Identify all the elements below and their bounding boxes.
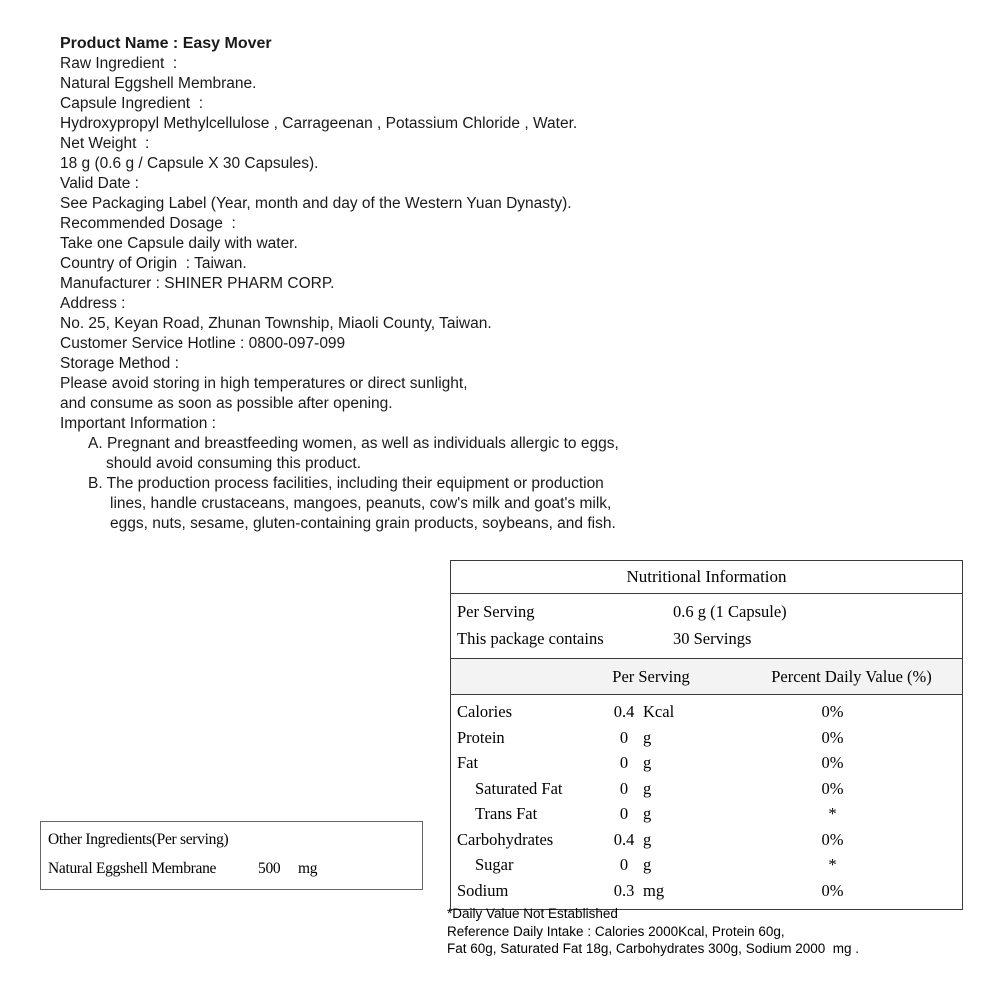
serving-size-row — [451, 598, 962, 625]
warning-item-b-cont: eggs, nuts, sesame, gluten-containing grain products, soybeans, and fish. — [110, 515, 616, 532]
product-info-line: Net Weight : — [60, 135, 150, 152]
other-ingredient-unit: mg — [298, 860, 318, 877]
nutrient-unit: g — [643, 855, 652, 874]
nutrition-row-sodium — [451, 878, 962, 904]
product-info-line: Customer Service Hotline : 0800-097-099 — [60, 335, 346, 352]
nutrient-name: Saturated Fat — [475, 778, 563, 798]
warning-item-a: A. Pregnant and breastfeeding women, as well as individuals allergic to eggs, — [88, 435, 619, 452]
nutrient-unit: mg — [643, 880, 665, 900]
product-info-line: Take one Capsule daily with water. — [60, 235, 298, 252]
nutrition-row-calories — [451, 699, 962, 725]
product-info-line: Valid Date : — [60, 175, 139, 192]
nutrient-value: 0 — [619, 778, 629, 798]
nutrient-daily-value: 0% — [821, 829, 844, 849]
nutrient-unit: Kcal — [643, 702, 675, 721]
nutrition-rows — [451, 695, 962, 909]
nutrient-unit: g — [643, 804, 652, 823]
nutrition-row-trans-fat — [451, 801, 962, 827]
nutrient-unit: g — [643, 829, 652, 849]
other-ingredients-title: Other Ingredients(Per serving) — [48, 831, 229, 848]
nutrition-row-protein — [451, 725, 962, 751]
nutrient-value: 0 — [619, 855, 629, 874]
empty-header-cell — [451, 666, 561, 687]
nutrition-row-saturated-fat — [451, 776, 962, 802]
nutrient-name: Fat — [457, 753, 479, 772]
nutrient-value: 0.4 — [613, 829, 635, 849]
warning-item-b-cont: lines, handle crustaceans, mangoes, peanuts, cow's milk and goat's milk, — [110, 495, 612, 512]
nutrient-value: 0.3 — [613, 880, 635, 900]
nutrient-name: Calories — [457, 702, 512, 721]
nutrient-unit: g — [643, 727, 652, 747]
warning-item-a-cont: should avoid consuming this product. — [106, 455, 362, 472]
nutrient-daily-value: * — [828, 804, 837, 823]
product-info-line: Capsule Ingredient : — [60, 95, 204, 112]
warning-item-b: B. The production process facilities, including their equipment or production — [88, 475, 604, 492]
product-info-line: Country of Origin : Taiwan. — [60, 255, 247, 272]
nutrient-daily-value: 0% — [821, 702, 844, 721]
serving-size-value: 0.6 g (1 Capsule) — [673, 602, 787, 621]
nutrient-value: 0.4 — [613, 702, 635, 721]
product-info-line: Hydroxypropyl Methylcellulose , Carrageenan , Potassium Chloride , Water. — [60, 115, 578, 132]
nutrient-value: 0 — [619, 727, 629, 747]
product-info-line: Storage Method : — [60, 355, 179, 372]
nutrition-row-carbohydrates — [451, 827, 962, 853]
product-info-line: Recommended Dosage : — [60, 215, 236, 232]
nutrition-row-sugar — [451, 852, 962, 878]
nutrient-name: Sodium — [457, 880, 509, 900]
nutrient-daily-value: 0% — [821, 753, 844, 772]
nutrient-daily-value: 0% — [821, 880, 844, 900]
nutrient-name: Carbohydrates — [457, 829, 554, 849]
nutrient-value: 0 — [619, 804, 629, 823]
other-ingredient-row — [41, 849, 422, 878]
product-info-line: Natural Eggshell Membrane. — [60, 75, 257, 92]
product-info-line: Raw Ingredient : — [60, 55, 178, 72]
nutrient-unit: g — [643, 778, 652, 798]
product-info-line: and consume as soon as possible after opening. — [60, 395, 393, 412]
product-name-line: Product Name : Easy Mover — [60, 35, 272, 52]
nutrition-row-fat — [451, 750, 962, 776]
other-ingredients-box — [40, 821, 423, 890]
product-info-line: See Packaging Label (Year, month and day of the Western Yuan Dynasty). — [60, 195, 572, 212]
other-ingredient-amount: 500 — [258, 860, 281, 877]
product-info-block — [60, 34, 940, 534]
reference-intake-footnote-1: Reference Daily Intake : Calories 2000Kcal, Protein 60g, — [447, 923, 785, 939]
nutrient-daily-value: 0% — [821, 727, 844, 747]
nutrient-daily-value: * — [828, 855, 837, 874]
product-info-line: No. 25, Keyan Road, Zhunan Township, Miaoli County, Taiwan. — [60, 315, 492, 332]
serving-info-section — [451, 594, 962, 659]
per-serving-column-header: Per Serving — [612, 667, 690, 686]
daily-value-footnote: *Daily Value Not Established — [447, 906, 618, 921]
reference-intake-footnote-2: Fat 60g, Saturated Fat 18g, Carbohydrates 300g, Sodium 2000 mg . — [447, 941, 860, 956]
nutrient-name: Sugar — [475, 855, 514, 874]
nutrient-unit: g — [643, 753, 652, 772]
nutrition-table — [450, 560, 963, 910]
product-info-line: 18 g (0.6 g / Capsule X 30 Capsules). — [60, 155, 319, 172]
nutrient-name: Trans Fat — [475, 804, 538, 823]
nutrient-name: Protein — [457, 727, 505, 747]
nutrient-daily-value: 0% — [821, 778, 844, 798]
servings-per-package-label: This package contains — [457, 629, 604, 648]
servings-per-package-row — [451, 625, 962, 652]
daily-value-column-header: Percent Daily Value (%) — [771, 667, 932, 686]
product-info-line: Please avoid storing in high temperatures or direct sunlight, — [60, 375, 468, 392]
product-info-line: Important Information : — [60, 415, 216, 432]
nutrition-table-title: Nutritional Information — [451, 561, 962, 594]
serving-size-label: Per Serving — [457, 602, 535, 621]
other-ingredient-name: Natural Eggshell Membrane — [48, 860, 217, 877]
product-info-line: Manufacturer : SHINER PHARM CORP. — [60, 275, 335, 292]
product-info-line: Address : — [60, 295, 126, 312]
nutrient-value: 0 — [619, 753, 629, 772]
servings-per-package-value: 30 Servings — [673, 629, 752, 648]
nutrition-column-headers — [451, 659, 962, 695]
footnotes-block — [447, 905, 859, 958]
